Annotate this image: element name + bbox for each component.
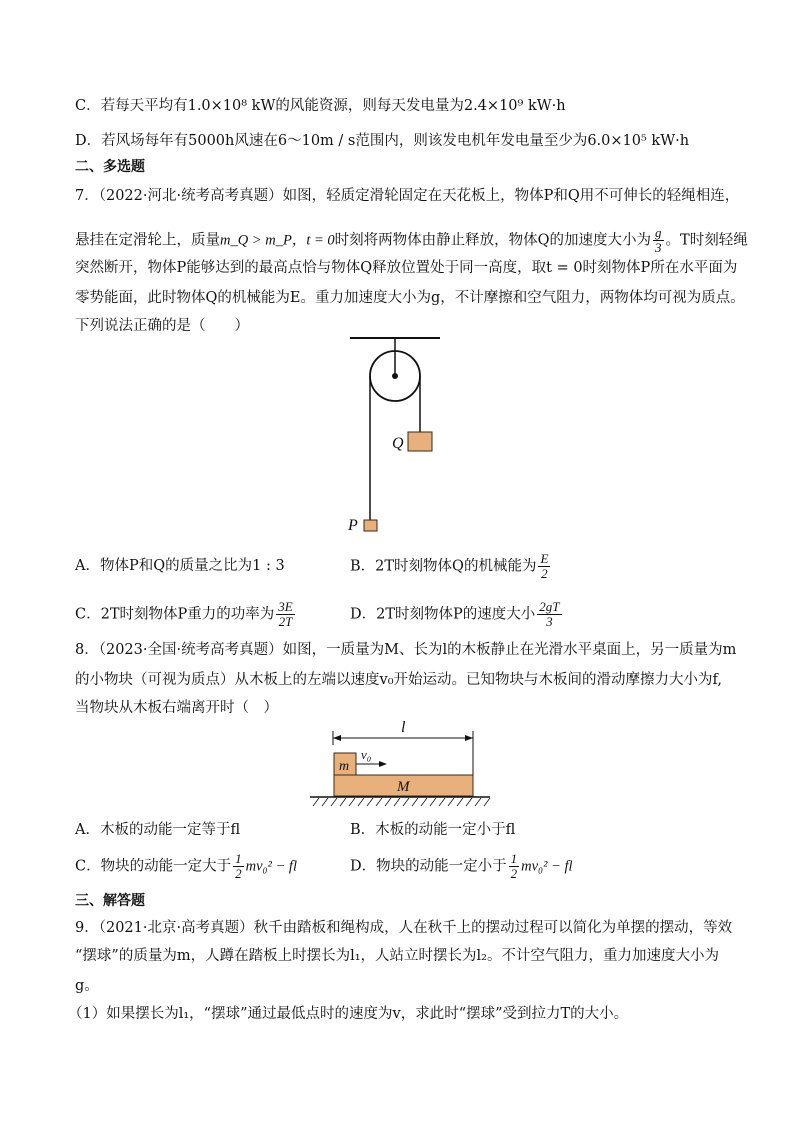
q7-text-part-e: 。T时刻轻绳 (665, 232, 748, 249)
q7-option-d-fraction (537, 600, 561, 629)
label-length: l (401, 719, 406, 736)
length-arrow-left (333, 735, 341, 741)
question-9-line-2: “摆球”的质量为m，人蹲在踏板上时摆长为l₁，人站立时摆长为l₂。不计空气阻力，重力加速度大小为 (75, 948, 719, 964)
q8-option-d-text: D．物块的动能一定小于 (350, 858, 507, 875)
question-9-line-1: 9．（2021·北京·高考真题）秋千由踏板和绳构成，人在秋千上的摆动过程可以简化为单摆的摆动，等效 (75, 920, 733, 936)
option-d-previous: D．若风场每年有5000h风速在6～10m / s范围内，则该发电机年发电量至少为6.0×10⁵ kW·h (75, 133, 690, 149)
label-q: Q (392, 435, 404, 452)
q7-option-d (350, 600, 564, 629)
question-8-line-3: 当物块从木板右端离开时（ ） (75, 700, 278, 716)
q8-option-d-numerator: 1 (510, 851, 518, 866)
q8-option-d-fraction (509, 852, 520, 881)
table-hatching (313, 798, 490, 806)
q7-option-c-denominator: 2T (278, 614, 293, 629)
q7-option-d-text: D．2T时刻物体P的速度大小 (350, 606, 536, 623)
label-small-mass: m (339, 759, 350, 774)
q8-option-c-denominator: 2 (235, 866, 242, 881)
q7-option-c-numerator: 3E (278, 599, 293, 614)
q7-option-b-denominator: 2 (541, 566, 548, 581)
q7-option-a: A．物体P和Q的质量之比为1 : 3 (75, 558, 285, 574)
pulley-figure (340, 330, 450, 535)
label-board-mass: M (397, 779, 410, 795)
q7-option-c-text: C．2T时刻物体P重力的功率为 (75, 606, 275, 623)
q8-option-d-denominator: 2 (510, 866, 518, 881)
q8-option-a: A．木板的动能一定等于fl (75, 822, 241, 838)
q7-option-b-fraction (538, 552, 550, 581)
q7-text-part-a: 悬挂在定滑轮上，质量 (75, 232, 220, 249)
q8-option-c-text: C．物块的动能一定大于 (75, 858, 232, 875)
q7-option-d-denominator: 3 (546, 614, 553, 629)
question-7-line-4: 零势能面，此时物体Q的机械能为E。重力加速度大小为g，不计摩擦和空气阻力，两物体均可视为质点。 (75, 290, 745, 306)
section-heading-answer: 三、解答题 (75, 893, 145, 909)
block-q (408, 432, 432, 451)
question-8-line-2: 的小物块（可视为质点）从木板上的左端以速度v₀开始运动。已知物块与木板间的滑动摩擦力大小为f, (75, 672, 722, 688)
question-7-line-2 (75, 226, 748, 255)
q8-option-c-fraction (233, 852, 244, 881)
question-7-line-1: 7．（2022·河北·统考高考真题）如图，轻质定滑轮固定在天花板上，物体P和Q用不可伸长的轻绳相连， (75, 188, 740, 204)
label-velocity: v₀ (361, 747, 372, 762)
q7-option-c (75, 600, 297, 629)
q7-fraction-numerator: g (655, 225, 662, 240)
option-c-previous: C．若每天平均有1.0×10⁸ kW的风能资源，则每天发电量为2.4×10⁹ kW·h (75, 98, 566, 114)
q7-option-b-numerator: E (540, 551, 549, 566)
pulley-axle (392, 373, 398, 379)
velocity-arrow-head (379, 761, 387, 767)
q7-time-zero: t = 0 (306, 232, 335, 249)
q7-text-part-d: 时刻将两物体由静止释放，物体Q的加速度大小为 (334, 232, 652, 249)
q8-option-b: B．木板的动能一定小于fl (350, 822, 516, 838)
q7-acceleration-fraction (653, 226, 664, 255)
q8-option-c-expression: mv₀² − fl (245, 858, 297, 875)
q7-option-c-fraction (276, 600, 294, 629)
q8-option-c (75, 852, 297, 881)
q8-option-d (350, 852, 573, 881)
question-9-line-3: g。 (75, 978, 99, 994)
question-8-line-1: 8．（2023·全国·统考高考真题）如图，一质量为M、长为l的木板静止在光滑水平桌面上，另一质量为m (75, 642, 737, 658)
block-p (364, 520, 377, 531)
q7-option-d-numerator: 2gT (539, 599, 560, 614)
q7-option-b (350, 552, 552, 581)
q7-mass-relation: m_Q > m_P， (220, 232, 307, 249)
q7-fraction-denominator: 3 (655, 240, 662, 255)
q8-option-c-numerator: 1 (235, 851, 242, 866)
q7-option-b-text: B．2T时刻物体Q的机械能为 (350, 558, 537, 575)
question-7-line-5: 下列说法正确的是（ ） (75, 318, 249, 334)
board-figure (305, 718, 495, 810)
question-7-line-3: 突然断开，物体P能够达到的最高点恰与物体Q释放位置处于同一高度，取t = 0时刻物体P所在水平面为 (75, 260, 738, 276)
q8-option-d-expression: mv₀² − fl (521, 858, 573, 875)
length-arrow-right (465, 735, 473, 741)
question-9-part-1: （1）如果摆长为l₁，“摆球”通过最低点时的速度为v，求此时“摆球”受到拉力T的大小。 (68, 1006, 629, 1022)
section-heading-multiple-choice: 二、多选题 (75, 159, 145, 175)
label-p: P (348, 517, 358, 534)
